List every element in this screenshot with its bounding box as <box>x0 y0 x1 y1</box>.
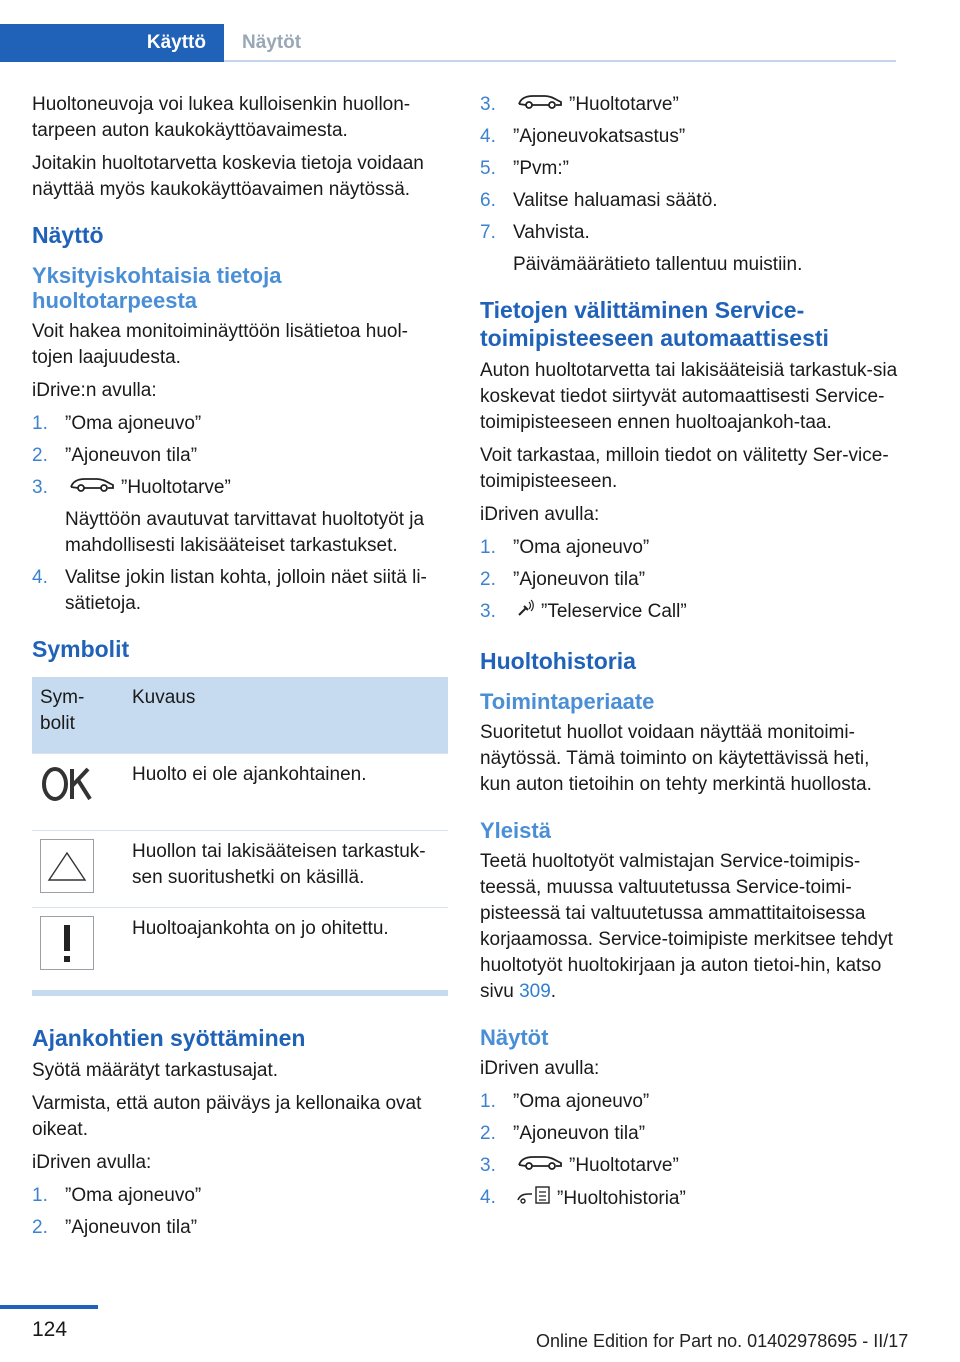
heading-transfer: Tietojen välittäminen Service-toimipisteeseen automaattisesti <box>480 297 829 352</box>
warning-triangle-icon <box>40 839 94 893</box>
edition-text: Online Edition for Part no. 01402978695 - II/17 <box>536 1331 909 1351</box>
heading-displays: Näytöt <box>480 1025 549 1051</box>
steps-list-continued <box>480 92 898 278</box>
tab-kaytto: Käyttö <box>0 24 224 62</box>
transfer-paragraph-2: Voit tarkastaa, milloin tiedot on välitetty Ser-vice-toimipisteeseen. <box>480 445 889 493</box>
idrive-label-1: iDrive:n avulla: <box>32 380 157 401</box>
heading-general: Yleistä <box>480 818 551 844</box>
heading-display: Näyttö <box>32 222 104 248</box>
list-item: 3. ”Huoltotarve” <box>480 1153 898 1179</box>
page-number: 124 <box>32 1318 68 1341</box>
list-item: 5. ”Pvm:” <box>480 158 569 180</box>
left-column <box>32 92 448 1251</box>
list-item: 7. Vahvista. Päivämäärätieto tallentuu muistiin. <box>480 220 898 278</box>
list-item: 3. ”Huoltotarve” Näyttöön avautuvat tarvittavat huoltotyöt ja mahdollisesti lakisääteiset tarkastukset. <box>32 475 448 559</box>
ok-icon <box>40 790 96 811</box>
heading-history: Huoltohistoria <box>480 648 636 675</box>
table-row <box>32 908 448 994</box>
steps-list-4 <box>480 1089 898 1213</box>
table-row <box>32 831 448 908</box>
intro-paragraph-1: Huoltoneuvoja voi lukea kulloisenkin huollon-tarpeen auton kaukokäyttöavaimesta. <box>32 94 411 141</box>
table-header-row <box>32 677 448 754</box>
exclamation-icon <box>40 916 94 970</box>
steps-list-3 <box>480 535 898 625</box>
steps-list-1 <box>32 411 448 617</box>
list-item: 2. ”Ajoneuvon tila” <box>32 1217 198 1239</box>
list-item: 6. Valitse haluamasi säätö. <box>480 190 718 212</box>
transfer-paragraph-1: Auton huoltotarvetta tai lakisääteisiä tarkastuk-sia koskevat tiedot siirtyvät automaattisesti Service-toimipisteeseen ennen huoltoajankoh-taa. <box>480 360 898 434</box>
details-paragraph: Voit hakea monitoiminäyttöön lisätietoa huol-tojen laajuudesta. <box>32 321 409 368</box>
car-service-icon <box>69 475 115 501</box>
car-service-icon <box>517 1153 563 1179</box>
intro-paragraph-2: Joitakin huoltotarvetta koskevia tietoja voidaan näyttää myös kaukokäyttöavaimen näytössä. <box>32 153 424 200</box>
list-item: 1. ”Oma ajoneuvo” <box>32 413 202 434</box>
list-item: 3. ”Huoltotarve” <box>480 92 898 118</box>
list-item: 4. Valitse jokin listan kohta, jolloin näet siitä li-sätietoja. <box>32 567 427 615</box>
heading-details: Yksityiskohtaisia tietoja huoltotarpeesta <box>32 263 282 313</box>
car-service-icon <box>517 92 563 118</box>
list-item: 2. ”Ajoneuvon tila” <box>480 569 646 591</box>
page-link-309[interactable]: 309 <box>519 981 551 1003</box>
step-7-detail: Päivämäärätieto tallentuu muistiin. <box>513 254 803 276</box>
list-item: 2. ”Ajoneuvon tila” <box>480 1123 646 1145</box>
list-item: 1. ”Oma ajoneuvo” <box>32 1185 202 1207</box>
teleservice-wrench-icon <box>517 599 535 625</box>
col-header-symbols: Sym-bolit <box>32 677 124 754</box>
page-header <box>0 0 960 66</box>
steps-list-2 <box>32 1183 448 1241</box>
list-item: 1. ”Oma ajoneuvo” <box>480 537 650 559</box>
table-row <box>32 754 448 831</box>
principle-paragraph: Suoritetut huollot voidaan näyttää monitoimi-näytössä. Tämä toiminto on käytettävissä heti, kun auton tietoihin on tehty merkintä huollosta. <box>480 722 872 796</box>
right-column <box>480 92 898 1223</box>
tab-naytot: Näytöt <box>242 32 302 53</box>
list-item: 4. ”Ajoneuvokatsastus” <box>480 126 686 148</box>
step-3-detail: Näyttöön avautuvat tarvittavat huoltotyöt ja mahdollisesti lakisääteiset tarkastukset. <box>65 509 425 557</box>
general-paragraph: Teetä huoltotyöt valmistajan Service-toimipis-teessä, muussa valtuutetussa Service-toimi-pisteessä tai valtuutetussa ammattitaitoisessa korjaamossa. Service-toimipiste merkitsee tehdyt huoltotyöt huoltokirjaan ja auton tietoi-hin, katso sivu 309. <box>480 851 893 1003</box>
col-header-description: Kuvaus <box>124 677 448 754</box>
list-item: 1. ”Oma ajoneuvo” <box>480 1091 650 1113</box>
idrive-label-3: iDriven avulla: <box>480 504 600 526</box>
list-item: 2. ”Ajoneuvon tila” <box>32 445 198 466</box>
heading-principle: Toimintaperiaate <box>480 689 655 715</box>
footer-divider <box>0 1305 98 1309</box>
heading-symbols: Symbolit <box>32 636 130 663</box>
list-item: 4. ”Huoltohistoria” <box>480 1185 898 1213</box>
service-history-icon <box>517 1185 551 1213</box>
row-2-desc: Huollon tai lakisääteisen tarkastuk-sen suoritushetki on käsillä. <box>124 831 448 908</box>
row-3-desc: Huoltoajankohta on jo ohitettu. <box>124 908 448 994</box>
enter-paragraph-2: Varmista, että auton päiväys ja kellonaika ovat oikeat. <box>32 1093 422 1141</box>
symbols-table <box>32 677 448 996</box>
idrive-label-4: iDriven avulla: <box>480 1058 600 1080</box>
row-1-desc: Huolto ei ole ajankohtainen. <box>124 754 448 831</box>
idrive-label-2: iDriven avulla: <box>32 1152 152 1174</box>
list-item: 3. ”Teleservice Call” <box>480 599 898 625</box>
enter-paragraph-1: Syötä määrätyt tarkastusajat. <box>32 1060 279 1082</box>
heading-enter-dates: Ajankohtien syöttäminen <box>32 1025 306 1052</box>
header-divider <box>224 60 896 62</box>
